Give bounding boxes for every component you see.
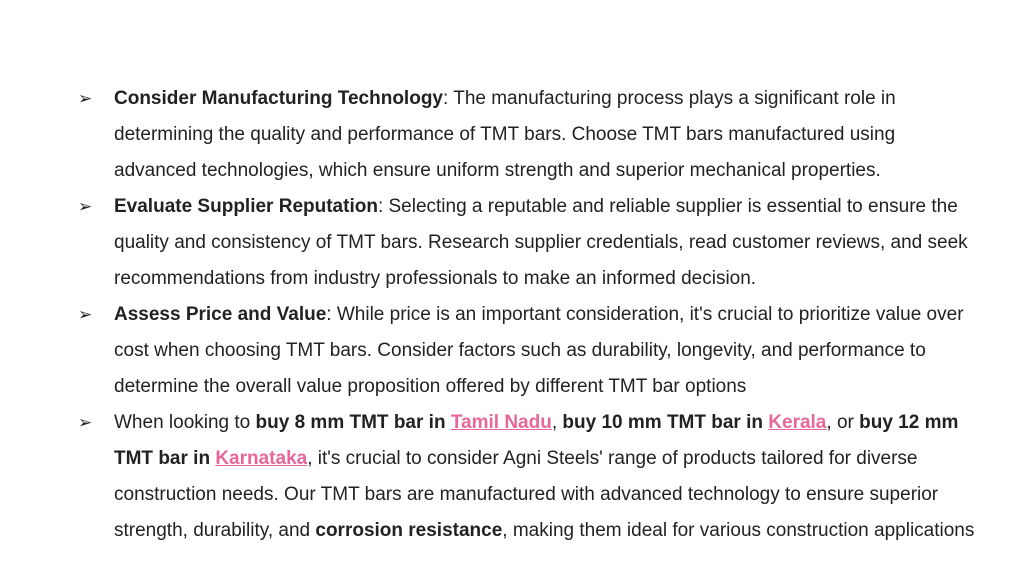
item-text: , making them ideal for various construction applications [502, 520, 975, 541]
tamil-nadu-link[interactable]: Tamil Nadu [450, 412, 552, 433]
item-bold-phrase: buy 10 mm TMT bar in [562, 412, 769, 433]
item-text: , it's crucial to consider Agni Steels' range of products tailored for diverse construction needs. Our TMT bars are manufactured with advanced technology to ensure superior strength, durability, and [114, 448, 939, 541]
bullet-list [78, 81, 978, 549]
item-bold-phrase: buy 12 mm TMT bar in [114, 412, 959, 469]
list-item [78, 297, 978, 405]
item-text: : The manufacturing process plays a significant role in determining the quality and performance of TMT bars. Choose TMT bars manufactured using advanced technologies, which ensure uniform strength and superior mechanical properties. [114, 88, 896, 181]
arrow-bullet-icon: ➢ [78, 305, 93, 324]
item-text: : Selecting a reputable and reliable supplier is essential to ensure the quality and consistency of TMT bars. Research supplier credentials, read customer reviews, and seek recommendations from industry professionals to make an informed decision. [114, 196, 968, 289]
list-item [78, 81, 978, 189]
list-item [78, 405, 978, 549]
item-text: When looking to [114, 412, 256, 433]
item-heading: Assess Price and Value [114, 304, 327, 325]
item-heading: Evaluate Supplier Reputation [114, 196, 378, 217]
list-item [78, 189, 978, 297]
arrow-bullet-icon: ➢ [78, 89, 93, 108]
arrow-bullet-icon: ➢ [78, 197, 93, 216]
item-heading: Consider Manufacturing Technology [114, 88, 443, 109]
item-text: : While price is an important consideration, it's crucial to prioritize value over cost when choosing TMT bars. Consider factors such as durability, longevity, and performance to determine the overall value proposition offered by different TMT bar options [114, 304, 964, 397]
item-text: , [551, 412, 563, 433]
kerala-link[interactable]: Kerala [768, 412, 827, 433]
item-bold-phrase: corrosion resistance [315, 520, 503, 541]
karnataka-link[interactable]: Karnataka [215, 448, 308, 469]
arrow-bullet-icon: ➢ [78, 413, 93, 432]
item-bold-phrase: buy 8 mm TMT bar in [255, 412, 451, 433]
item-text: , or [826, 412, 860, 433]
